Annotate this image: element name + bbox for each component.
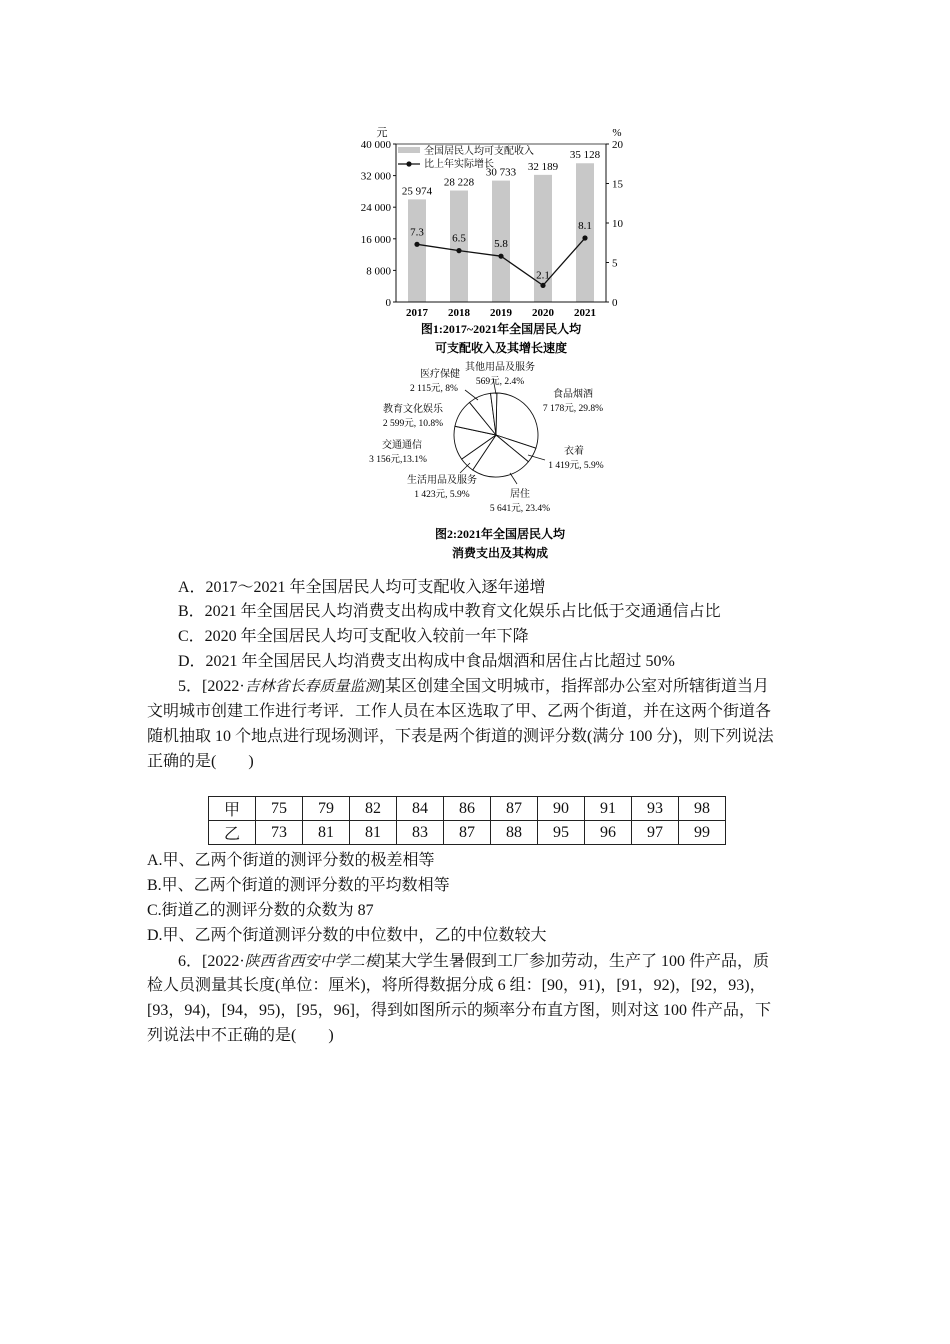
table-cell: 79 xyxy=(303,797,350,821)
figure2-caption-line1: 图2:2021年全国居民人均 xyxy=(435,527,565,541)
q5-line2: 文明城市创建工作进行考评．工作人员在本区选取了甲、乙两个街道，并在这两个街道各 xyxy=(147,703,772,720)
q6-line4: 列说法中不正确的是( ) xyxy=(147,1027,334,1044)
right-axis-unit: % xyxy=(612,127,622,139)
table-row xyxy=(209,821,726,845)
table-cell: 81 xyxy=(303,821,350,845)
year-tick-label: 2021 xyxy=(574,307,596,319)
year-tick-label: 2018 xyxy=(448,307,470,319)
pie-label-clothing-name: 衣着 xyxy=(564,446,584,457)
income-bar-label: 25 974 xyxy=(401,185,433,198)
pie-label-living-value: 1 423元, 5.9% xyxy=(414,490,470,500)
q6-line3: [93，94)，[94，95)，[95，96]，得到如图所示的频率分布直方图，则对这 100 件产品，下 xyxy=(147,1002,771,1019)
growth-point-label: 8.1 xyxy=(578,220,592,233)
growth-point xyxy=(456,248,461,253)
pie-label-clothing-value: 1 419元, 5.9% xyxy=(548,461,604,471)
left-tick-label: 8 000 xyxy=(366,265,391,278)
q6-source: 陕西省西安中学二模 xyxy=(244,952,380,970)
right-tick-label: 0 xyxy=(612,297,618,309)
table-row xyxy=(209,797,726,821)
q5-score-table xyxy=(208,796,726,845)
pie-label-transport-name: 交通通信 xyxy=(382,440,422,451)
q5-option-b: B.甲、乙两个街道的测评分数的平均数相等 xyxy=(147,877,450,894)
growth-point xyxy=(540,283,545,288)
income-bar-label: 30 733 xyxy=(485,166,517,179)
year-tick-label: 2020 xyxy=(532,307,554,319)
table-cell: 75 xyxy=(256,797,303,821)
q6-line1-text: ]某大学生暑假到工厂参加劳动，生产了 100 件产品，质 xyxy=(379,953,770,970)
table-cell: 83 xyxy=(397,821,444,845)
right-tick-label: 15 xyxy=(612,178,623,191)
figure2-caption-line2: 消费支出及其构成 xyxy=(451,546,549,560)
q5-option-a: A.甲、乙两个街道的测评分数的极差相等 xyxy=(147,852,435,869)
table-cell: 93 xyxy=(632,797,679,821)
q5-line1 xyxy=(178,676,838,697)
legend-line-marker xyxy=(406,161,411,166)
table-cell: 84 xyxy=(397,797,444,821)
growth-point xyxy=(414,242,419,247)
q4-option-a: A．2017～2021 年全国居民人均可支配收入逐年递增 xyxy=(178,579,546,596)
right-tick-label: 20 xyxy=(612,139,623,151)
figure1-caption-line1: 图1:2017~2021年全国居民人均 xyxy=(420,322,582,336)
table-cell: 86 xyxy=(444,797,491,821)
year-tick-label: 2019 xyxy=(490,307,512,319)
income-bar-label: 35 128 xyxy=(569,149,601,162)
q5-number: 5．[2022· xyxy=(178,678,245,695)
income-bar xyxy=(408,199,426,302)
table-cell: 96 xyxy=(585,821,632,845)
pie-label-medical-name: 医疗保健 xyxy=(420,369,460,380)
right-tick-label: 10 xyxy=(612,218,623,230)
q5-source: 吉林省长春质量监测 xyxy=(244,677,380,695)
q4-option-b: B．2021 年全国居民人均消费支出构成中教育文化娱乐占比低于交通通信占比 xyxy=(178,603,721,620)
q6-line2: 检人员测量其长度(单位：厘米)，将所得数据分成 6 组：[90，91)，[91，92)，[92，93)， xyxy=(147,977,766,994)
legend-bar-swatch xyxy=(398,147,420,153)
table-cell: 81 xyxy=(350,821,397,845)
q4-option-d: D．2021 年全国居民人均消费支出构成中食品烟酒和居住占比超过 50% xyxy=(178,653,675,670)
consumption-pie-chart xyxy=(360,360,640,565)
pie-label-medical-value: 2 115元, 8% xyxy=(410,384,458,394)
q5-line4: 正确的是( ) xyxy=(147,753,254,770)
q5-line1-text: ]某区创建全国文明城市，指挥部办公室对所辖街道当月 xyxy=(379,678,770,695)
table-cell: 87 xyxy=(491,797,538,821)
left-tick-label: 0 xyxy=(385,297,391,309)
growth-point xyxy=(498,254,503,259)
q6-line1 xyxy=(178,951,838,972)
pie-label-transport-value: 3 156元,13.1% xyxy=(369,455,427,465)
right-tick-label: 5 xyxy=(612,257,618,270)
left-axis-unit: 元 xyxy=(376,127,388,139)
q5-line3: 随机抽取 10 个地点进行现场测评，下表是两个街道的测评分数(满分 100 分)，则下列说法 xyxy=(147,728,774,745)
table-cell: 95 xyxy=(538,821,585,845)
legend-line-label: 比上年实际增长 xyxy=(424,159,494,170)
pie-label-living-name: 生活用品及服务 xyxy=(407,475,477,486)
pie-label-food-name: 食品烟酒 xyxy=(553,389,593,400)
q6-number: 6．[2022· xyxy=(178,953,245,970)
q5-option-c: C.街道乙的测评分数的众数为 87 xyxy=(147,902,374,919)
leader-line-housing xyxy=(510,473,517,484)
table-cell: 99 xyxy=(679,821,726,845)
q4-option-c: C．2020 年全国居民人均可支配收入较前一年下降 xyxy=(178,628,529,645)
growth-point-label: 2.1 xyxy=(536,269,550,282)
legend-bar-label: 全国居民人均可支配收入 xyxy=(424,146,534,157)
income-bar-label: 28 228 xyxy=(443,176,475,189)
q5-option-d: D.甲、乙两个街道测评分数的中位数中，乙的中位数较大 xyxy=(147,927,547,944)
pie-label-food-value: 7 178元, 29.8% xyxy=(542,404,604,414)
table-cell: 82 xyxy=(350,797,397,821)
left-tick-label: 40 000 xyxy=(360,139,391,151)
pie-label-housing-value: 5 641元, 23.4% xyxy=(489,504,551,514)
table-cell: 98 xyxy=(679,797,726,821)
table-cell: 90 xyxy=(538,797,585,821)
pie-label-other-value: 569元, 2.4% xyxy=(475,377,525,387)
growth-point-label: 7.3 xyxy=(410,226,424,239)
income-bar xyxy=(576,163,594,302)
left-tick-label: 16 000 xyxy=(360,233,391,246)
table-cell: 91 xyxy=(585,797,632,821)
table-cell: 87 xyxy=(444,821,491,845)
income-chart xyxy=(340,120,640,360)
income-bar xyxy=(450,190,468,302)
income-bar-label: 32 189 xyxy=(527,160,559,173)
leader-line-medical xyxy=(465,390,478,400)
table-cell: 97 xyxy=(632,821,679,845)
table-cell: 88 xyxy=(491,821,538,845)
left-tick-label: 24 000 xyxy=(360,202,391,215)
leader-line-living xyxy=(460,463,470,473)
left-tick-label: 32 000 xyxy=(360,170,391,183)
pie-label-education-name: 教育文化娱乐 xyxy=(383,404,443,415)
growth-point-label: 5.8 xyxy=(494,238,508,251)
pie-label-housing-name: 居住 xyxy=(510,489,530,500)
pie-label-other-name: 其他用品及服务 xyxy=(465,362,535,373)
table-cell: 乙 xyxy=(209,821,256,845)
table-cell: 甲 xyxy=(209,797,256,821)
growth-point-label: 6.5 xyxy=(452,232,466,245)
pie-label-education-value: 2 599元, 10.8% xyxy=(382,419,444,429)
growth-point xyxy=(582,235,587,240)
figure1-caption-line2: 可支配收入及其增长速度 xyxy=(434,341,568,355)
table-cell: 73 xyxy=(256,821,303,845)
year-tick-label: 2017 xyxy=(406,307,428,319)
